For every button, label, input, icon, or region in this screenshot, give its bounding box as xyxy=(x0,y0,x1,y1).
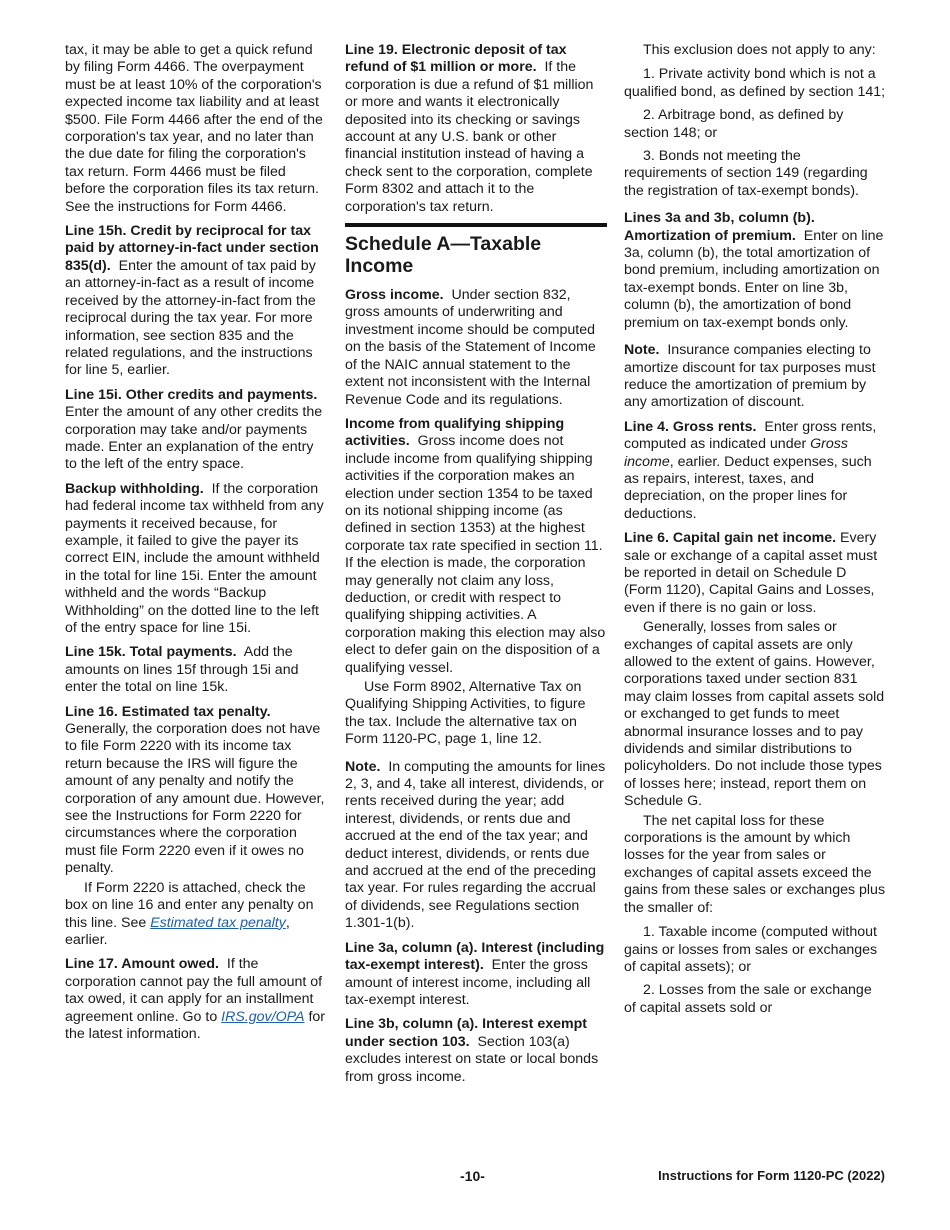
heading-line-6: Line 6. Capital gain net income. xyxy=(624,530,837,547)
heading-note: Note. xyxy=(624,342,660,359)
heading-gross-income: Gross income. xyxy=(345,287,444,304)
list-item: 2. Arbitrage bond, as defined by section 148; or xyxy=(624,107,844,141)
footer-document-title: Instructions for Form 1120-PC (2022) xyxy=(658,1168,885,1183)
paragraph-line-15k: Line 15k. Total payments. Add the amounts on lines 15f through 15i and enter the total on line 15k. xyxy=(65,644,299,696)
paragraph-line-19: Line 19. Electronic deposit of tax refund of $1 million or more. If the corporation is due a refund of $1 million or more and wants it electronically deposited into its checking or savings account at any U.S. bank or other financial institution instead of having a check sent to the corporation, complete Form 8302 and attach it to the corporation's tax return. xyxy=(345,42,594,215)
paragraph-qualifying-shipping: Income from qualifying shipping activities. Gross income does not include income from qualifying shipping activities if the corporation makes an election under section 1354 to be taxed on its notional shipping income (as defined in section 1353) at the highest corporate tax rate specified in section 11. If the election is made, the corporation may generally not claim any loss, deduction, or credit with respect to qualifying shipping activities. A corporation making this election may also elect to defer gain on the disposition of a qualifying vessel. xyxy=(345,415,606,676)
paragraph-net-capital-loss: The net capital loss for these corporations is the amount by which losses for the year from sales or exchanges of capital assets exceed the gains from these sales or exchanges plus the smaller of: xyxy=(624,812,886,916)
list-item: 1. Private activity bond which is not a qualified bond, as defined by section 141; xyxy=(624,66,886,100)
paragraph-capital-losses: Generally, losses from sales or exchanges of capital assets are only allowed to the extent of gains. However, corporations taxed under section 831 may claim losses from capital assets sold or exchanged to get funds to meet abnormal insurance losses and to pay dividends and similar distributions to policyholders. Do not include those types of losses here; instead, report them on Schedule G. xyxy=(624,619,885,810)
paragraph-gross-income: Gross income. Under section 832, gross amounts of underwriting and investment income should be computed on the basis of the Statement of Income of the NAIC annual statement to the extent not inconsistent with the Internal Revenue Code and its regulations. xyxy=(345,287,596,408)
heading-note: Note. xyxy=(345,758,381,775)
paragraph-4466: tax, it may be able to get a quick refund by filing Form 4466. The overpayment must be at least 10% of the corporation's expected income tax liability and at least $500. File Form 4466 after the end of the corporation's tax year, and no later than the due date for filing the corporation's tax return. Form 4466 must be filed before the corporation files its tax return. See the instructions for Form 4466. xyxy=(65,42,323,215)
paragraph-form-8902: Use Form 8902, Alternative Tax on Qualifying Shipping Activities, to figure the tax. Include the alternative tax on Form 1120-PC, page 1, line 12. xyxy=(345,679,586,748)
paragraph-line-16: Line 16. Estimated tax penalty. Generally, the corporation does not have to file Form 2220 with its income tax return because the IRS will figure the amount of any penalty and notify the corporation of any amount due. However, see the Instructions for Form 2220 for circumstances where the corporation must file Form 2220 even if it owes no penalty. xyxy=(65,703,325,877)
column-3 xyxy=(624,42,886,1023)
page-number: -10- xyxy=(460,1168,485,1184)
list-item: 1. Taxable income (computed without gains or losses from sales or exchanges of capital assets); or xyxy=(624,924,878,975)
heading-backup-withholding: Backup withholding. xyxy=(65,480,204,497)
heading-qualifying-shipping: Income from qualifying shipping activities. xyxy=(345,415,565,450)
paragraph-line-3a: Line 3a, column (a). Interest (including tax-exempt interest). Enter the gross amount of interest income, including all tax-exempt interest. xyxy=(345,939,605,1008)
column-2 xyxy=(345,42,607,1093)
paragraph-note-amortize-discount: Note. Insurance companies electing to amortize discount for tax purposes must reduce the amortization of premium by any amortization of discount. xyxy=(624,342,876,411)
heading-line-16: Line 16. Estimated tax penalty. xyxy=(65,703,271,720)
list-item: 2. Losses from the sale or exchange of capital assets sold or xyxy=(624,982,872,1016)
heading-line-17: Line 17. Amount owed. xyxy=(65,956,219,973)
paragraph-line-15i: Line 15i. Other credits and payments. Enter the amount of any other credits the corporation may take and/or payments made. Enter an explanation of the entry to the left of the entry space. xyxy=(65,386,323,473)
heading-line-4: Line 4. Gross rents. xyxy=(624,418,757,435)
section-title-schedule-a: Schedule A—Taxable Income xyxy=(345,233,542,278)
paragraph-line-16-form-2220: If Form 2220 is attached, check the box on line 16 and enter any penalty on this line. See Estimated tax penalty, earlier. xyxy=(65,879,314,948)
section-divider xyxy=(345,223,607,227)
paragraph-line-4: Line 4. Gross rents. Enter gross rents, computed as indicated under Gross income, earlier. Deduct expenses, such as repairs, interest, taxes, and depreciation, on the proper lines for deductions. xyxy=(624,418,877,522)
heading-line-15h: Line 15h. Credit by reciprocal for tax paid by attorney-in-fact under section 835(d). xyxy=(65,223,319,274)
paragraph-line-3b: Line 3b, column (a). Interest exempt under section 103. Section 103(a) excludes interest on state or local bonds from gross income. xyxy=(345,1016,599,1085)
paragraph-lines-3a-3b-column-b: Lines 3a and 3b, column (b). Amortization of premium. Enter on line 3a, column (b), the total amortization of bond premium, including amortization on tax-exempt bonds. Enter on line 3b, column (b), the amortization of bond premium on tax-exempt bonds only. xyxy=(624,210,884,331)
column-1 xyxy=(65,42,327,1050)
paragraph-note-computing: Note. In computing the amounts for lines 2, 3, and 4, take all interest, dividends, or rents received during the year; add interest, dividends, or rents due and accrued at the end of the tax year; and deduct interest, dividends, or rents due and accrued at the end of the preceding tax year. For rules regarding the accrual of dividends, see Regulations section 1.301-1(b). xyxy=(345,758,606,932)
list-item: 3. Bonds not meeting the requirements of section 149 (regarding the registration of tax-exempt bonds). xyxy=(624,148,868,199)
paragraph-backup-withholding: Backup withholding. If the corporation had federal income tax withheld from any payments it received because, for example, it failed to give the payer its correct EIN, include the amount withheld in the total for line 15i. Enter the amount withheld and the words “Backup Withholding” on the dotted line to the left of the entry space for line 15i. xyxy=(65,480,324,636)
estimated-tax-penalty-link[interactable]: Estimated tax penalty xyxy=(150,914,286,931)
paragraph-exclusion: This exclusion does not apply to any: xyxy=(643,42,876,58)
heading-line-3b: Line 3b, column (a). Interest exempt under section 103. xyxy=(345,1016,588,1050)
heading-line-15i: Line 15i. Other credits and payments. xyxy=(65,386,318,403)
paragraph-line-17: Line 17. Amount owed. If the corporation cannot pay the full amount of tax owed, it can apply for an installment agreement online. Go to IRS.gov/OPA for the latest information. xyxy=(65,956,325,1042)
paragraph-line-15h: Line 15h. Credit by reciprocal for tax paid by attorney-in-fact under section 835(d). Enter the amount of tax paid by an attorney-in-fact as a result of income received by the attorney-in-fact from the reciprocal during the tax year. For more information, see section 835 and the related regulations, and the instructions for line 5, earlier. xyxy=(65,223,319,379)
paragraph-line-6: Line 6. Capital gain net income. Every sale or exchange of a capital asset must be reported in detail on Schedule D (Form 1120), Capital Gains and Losses, even if there is no gain or loss. xyxy=(624,530,878,616)
irs-opa-link[interactable]: IRS.gov/OPA xyxy=(221,1008,305,1025)
heading-line-3a: Line 3a, column (a). Interest (including tax-exempt interest). xyxy=(345,939,605,974)
heading-amortization: Lines 3a and 3b, column (b). Amortization of premium. xyxy=(624,210,815,244)
heading-line-19: Line 19. Electronic deposit of tax refund of $1 million or more. xyxy=(345,42,567,76)
heading-line-15k: Line 15k. Total payments. xyxy=(65,644,237,661)
